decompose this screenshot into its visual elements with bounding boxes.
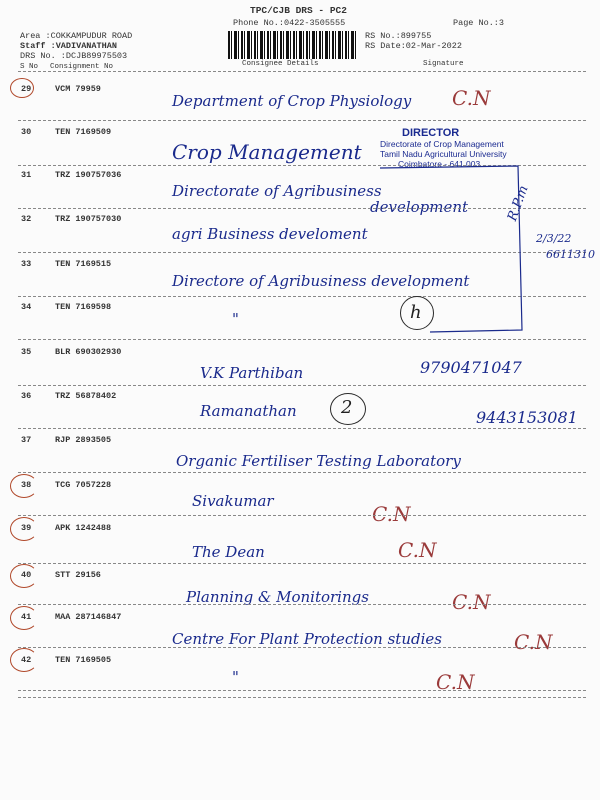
row-34-consignee: " (232, 310, 239, 328)
row-divider (18, 515, 586, 516)
row-29-consignment: VCM 79959 (55, 84, 101, 94)
row-37-consignee: Organic Fertiliser Testing Laboratory (176, 452, 461, 470)
row-40-consignment: STT 29156 (55, 570, 101, 580)
row-40-sno-circle (10, 564, 38, 588)
col-consignment: Consignment No (50, 63, 114, 71)
row-33-sno: 33 (21, 259, 32, 269)
row-divider (18, 428, 586, 429)
row-41-signature: C.N (514, 630, 553, 654)
stamp-line-2: Directorate of Crop Management (380, 139, 504, 149)
row-39-consignment: APK 1242488 (55, 523, 112, 533)
row-32-sno: 32 (21, 214, 32, 224)
bracket-annotation (370, 160, 530, 340)
row-36-sno: 36 (21, 391, 32, 401)
row-35-sno: 35 (21, 347, 32, 357)
row-divider (18, 604, 586, 605)
staff-field: Staff :VADIVANATHAN (20, 41, 117, 51)
row-30-sno: 30 (21, 127, 32, 137)
row-32-consignment: TRZ 190757030 (55, 214, 122, 224)
row-41-sno-circle (10, 606, 38, 630)
row-40-signature: C.N (452, 590, 491, 614)
page-number: Page No.:3 (453, 18, 505, 28)
row-31-consignee: Directorate of Agribusiness (172, 182, 382, 200)
phone-number: Phone No.:0422-3505555 (233, 18, 346, 28)
row-38-consignee: Sivakumar (192, 492, 274, 510)
row-42-sno-circle (10, 648, 38, 672)
row-39-sno-circle (10, 517, 38, 541)
row-31-consignment: TRZ 190757036 (55, 170, 122, 180)
row-31-consignee-cont: development (370, 198, 469, 216)
sheet-title: TPC/CJB DRS - PC2 (250, 5, 347, 16)
row-33-consignee: Directore of Agribusiness development (172, 272, 470, 290)
row-divider (18, 563, 586, 564)
barcode (228, 31, 358, 59)
area-field: Area :COKKAMPUDUR ROAD (20, 31, 133, 41)
row-41-consignment: MAA 287146847 (55, 612, 122, 622)
row-30-consignment: TEN 7169509 (55, 127, 112, 137)
row-31-sno: 31 (21, 170, 32, 180)
row-36-consignment: TRZ 56878402 (55, 391, 117, 401)
stamp-line-4: Coimbatore - 641 003. (398, 159, 483, 169)
row-38-signature: C.N (372, 502, 411, 526)
row-29-signature: C.N (452, 86, 491, 110)
rs-date: RS Date:02-Mar-2022 (365, 41, 462, 51)
row-divider (18, 690, 586, 691)
header-divider (18, 71, 586, 72)
row-divider (18, 385, 586, 386)
annotation-rpm: R.P.m (505, 183, 532, 224)
row-37-consignment: RJP 2893505 (55, 435, 112, 445)
row-37-sno: 37 (21, 435, 32, 445)
row-32-consignee: agri Business develoment (172, 225, 368, 243)
row-41-consignee: Centre For Plant Protection studies (172, 630, 442, 648)
row-42-sno: 42 (21, 655, 32, 665)
row-35-signature: 9790471047 (420, 358, 522, 377)
annotation-date: 2/3/22 (536, 232, 572, 245)
row-29-sno-circle (10, 78, 34, 98)
row-35-consignment: BLR 690302930 (55, 347, 122, 357)
stamp-title: DIRECTOR (402, 127, 460, 139)
drs-number: DRS No. :DCJB89975503 (20, 51, 128, 61)
row-40-consignee: Planning & Monitorings (186, 588, 369, 606)
table-bottom-divider (18, 697, 586, 698)
row-38-consignment: TCG 7057228 (55, 480, 112, 490)
row-36-consignee: Ramanathan (200, 402, 297, 420)
col-consignee-details: Consignee Details (242, 60, 319, 68)
annotation-date-2: 6611310 (546, 248, 595, 261)
col-sno: S No (20, 63, 39, 71)
row-29-consignee: Department of Crop Physiology (172, 92, 412, 110)
row-34-sno: 34 (21, 302, 32, 312)
row-35-consignee: V.K Parthiban (200, 364, 304, 382)
row-divider (18, 472, 586, 473)
row-divider (18, 647, 586, 648)
row-29-sno: 29 (21, 84, 32, 94)
annotation-2: 2 (341, 397, 353, 418)
row-39-sno: 39 (21, 523, 32, 533)
row-40-sno: 40 (21, 570, 32, 580)
col-signature: Signature (423, 60, 464, 68)
row-42-signature: C.N (436, 670, 475, 694)
rs-number: RS No.:899755 (365, 31, 432, 41)
row-42-consignee: " (232, 668, 239, 686)
row-36-signature: 9443153081 (476, 408, 578, 427)
row-34-consignment: TEN 7169598 (55, 302, 112, 312)
row-38-sno-circle (10, 474, 38, 498)
row-30-consignee: Crop Management (172, 140, 362, 164)
row-33-consignment: TEN 7169515 (55, 259, 112, 269)
row-divider (18, 120, 586, 121)
row-38-sno: 38 (21, 480, 32, 490)
annotation-h: h (410, 302, 422, 323)
row-42-consignment: TEN 7169505 (55, 655, 112, 665)
row-39-signature: C.N (398, 538, 437, 562)
row-41-sno: 41 (21, 612, 32, 622)
stamp-line-3: Tamil Nadu Agricultural University (380, 149, 507, 159)
row-39-consignee: The Dean (192, 543, 265, 561)
